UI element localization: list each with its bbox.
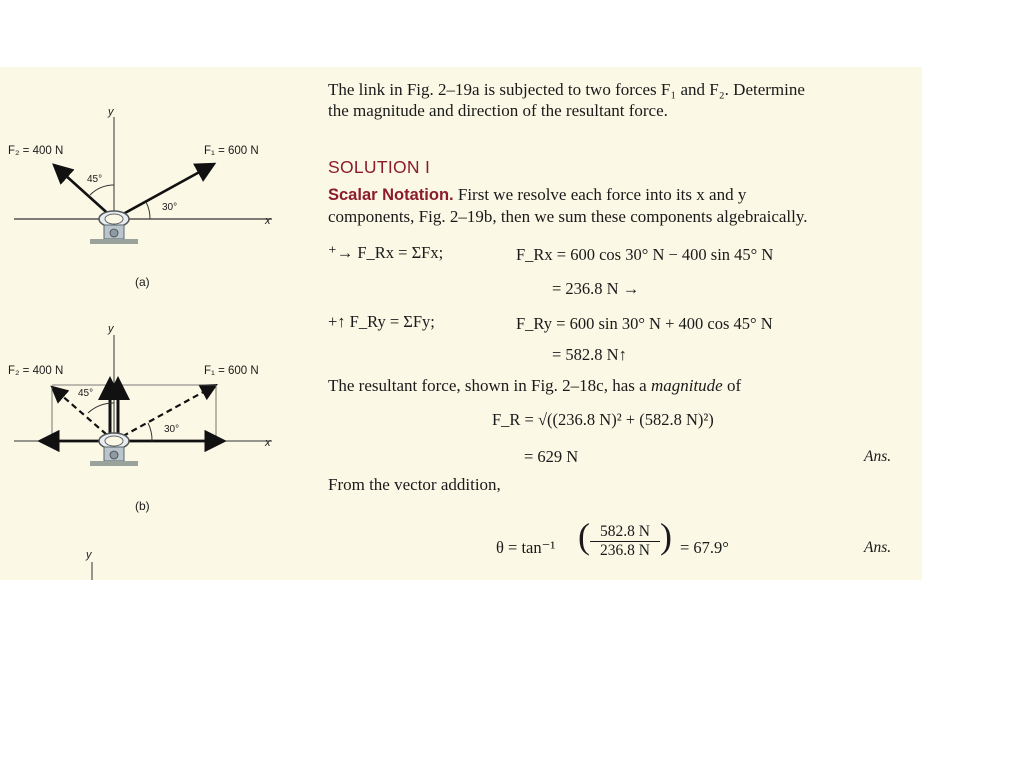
fig-b-caption: (b) [135, 499, 150, 513]
problem-statement [328, 79, 805, 121]
resultant-intro: The resultant force, shown in Fig. 2–18c, has a [328, 376, 647, 395]
scalar-notation-label: Scalar Notation. [328, 186, 454, 204]
fig-b-f1-label: F₁ = 600 N [204, 365, 259, 377]
fig-a-f2-label: F₂ = 400 N [8, 145, 64, 157]
eq-fry-line2: = 582.8 N↑ [552, 345, 627, 364]
fig-b-ground [90, 461, 138, 466]
fraction-denominator: 236.8 N [600, 542, 650, 559]
fraction-numerator: 582.8 N [590, 523, 660, 542]
eq-theta-lhs: θ = tan⁻¹ [496, 538, 556, 557]
fig-b-angle-45: 45° [78, 388, 94, 399]
answer-label-2: Ans. [864, 539, 892, 556]
fig-a-x-label: x [265, 215, 271, 227]
fig-a-angle-30: 30° [162, 202, 178, 213]
figure-b [14, 335, 272, 466]
theta-fraction [590, 523, 660, 560]
fig-b-y-label: y [108, 323, 114, 335]
fig-a-caption: (a) [135, 275, 150, 289]
eq-theta-result: = 67.9° [680, 538, 729, 557]
eq-fr-result: = 629 N [524, 447, 579, 466]
fig-a-f1-label: F₁ = 600 N [204, 145, 259, 157]
eq-sum-y-label: +↑ F_Ry = ΣFy; [328, 312, 435, 331]
figure-a [14, 117, 272, 244]
fig-a-ground [90, 239, 138, 244]
fig-a-f2-arrow [54, 165, 114, 219]
problem-line-1: The link in Fig. 2–19a is subjected to two forces F₁ and F₂. Determine [328, 80, 805, 99]
fig-a-angle-45: 45° [87, 174, 103, 185]
scalar-line-2: components, Fig. 2–19b, then we sum these components algebraically. [328, 207, 808, 226]
of-word: of [726, 376, 742, 395]
magnitude-word: magnitude [650, 376, 723, 395]
eq-fry-line1: F_Ry = 600 sin 30° N + 400 cos 45° N [516, 314, 773, 333]
fig-b-angle-30: 30° [164, 424, 180, 435]
force-diagrams [0, 67, 320, 580]
resultant-sentence [328, 376, 741, 396]
fig-b-f2-label: F₂ = 400 N [8, 365, 64, 377]
eq-frx-line2: = 236.8 N → [552, 279, 640, 298]
answer-label-1: Ans. [864, 448, 892, 465]
paren-left: ( [578, 516, 590, 556]
problem-line-2: the magnitude and direction of the resultant force. [328, 101, 668, 120]
eq-frx-line1: F_Rx = 600 cos 30° N − 400 sin 45° N [516, 245, 774, 264]
paren-right: ) [660, 516, 672, 556]
eq-sum-x-label: ⁺→ F_Rx = ΣFx; [328, 243, 444, 262]
fig-b-x-label: x [265, 437, 271, 449]
textbook-page [0, 67, 922, 580]
eq-fr-magnitude: F_R = √((236.8 N)² + (582.8 N)²) [492, 410, 714, 429]
fig-c-y-label: y [86, 549, 92, 561]
solution-heading: SOLUTION I [328, 157, 431, 177]
scalar-line-1: First we resolve each force into its x and y [457, 185, 747, 204]
fig-a-y-label: y [108, 106, 114, 118]
vector-addition-line: From the vector addition, [328, 475, 501, 494]
scalar-notation-paragraph [328, 184, 808, 228]
